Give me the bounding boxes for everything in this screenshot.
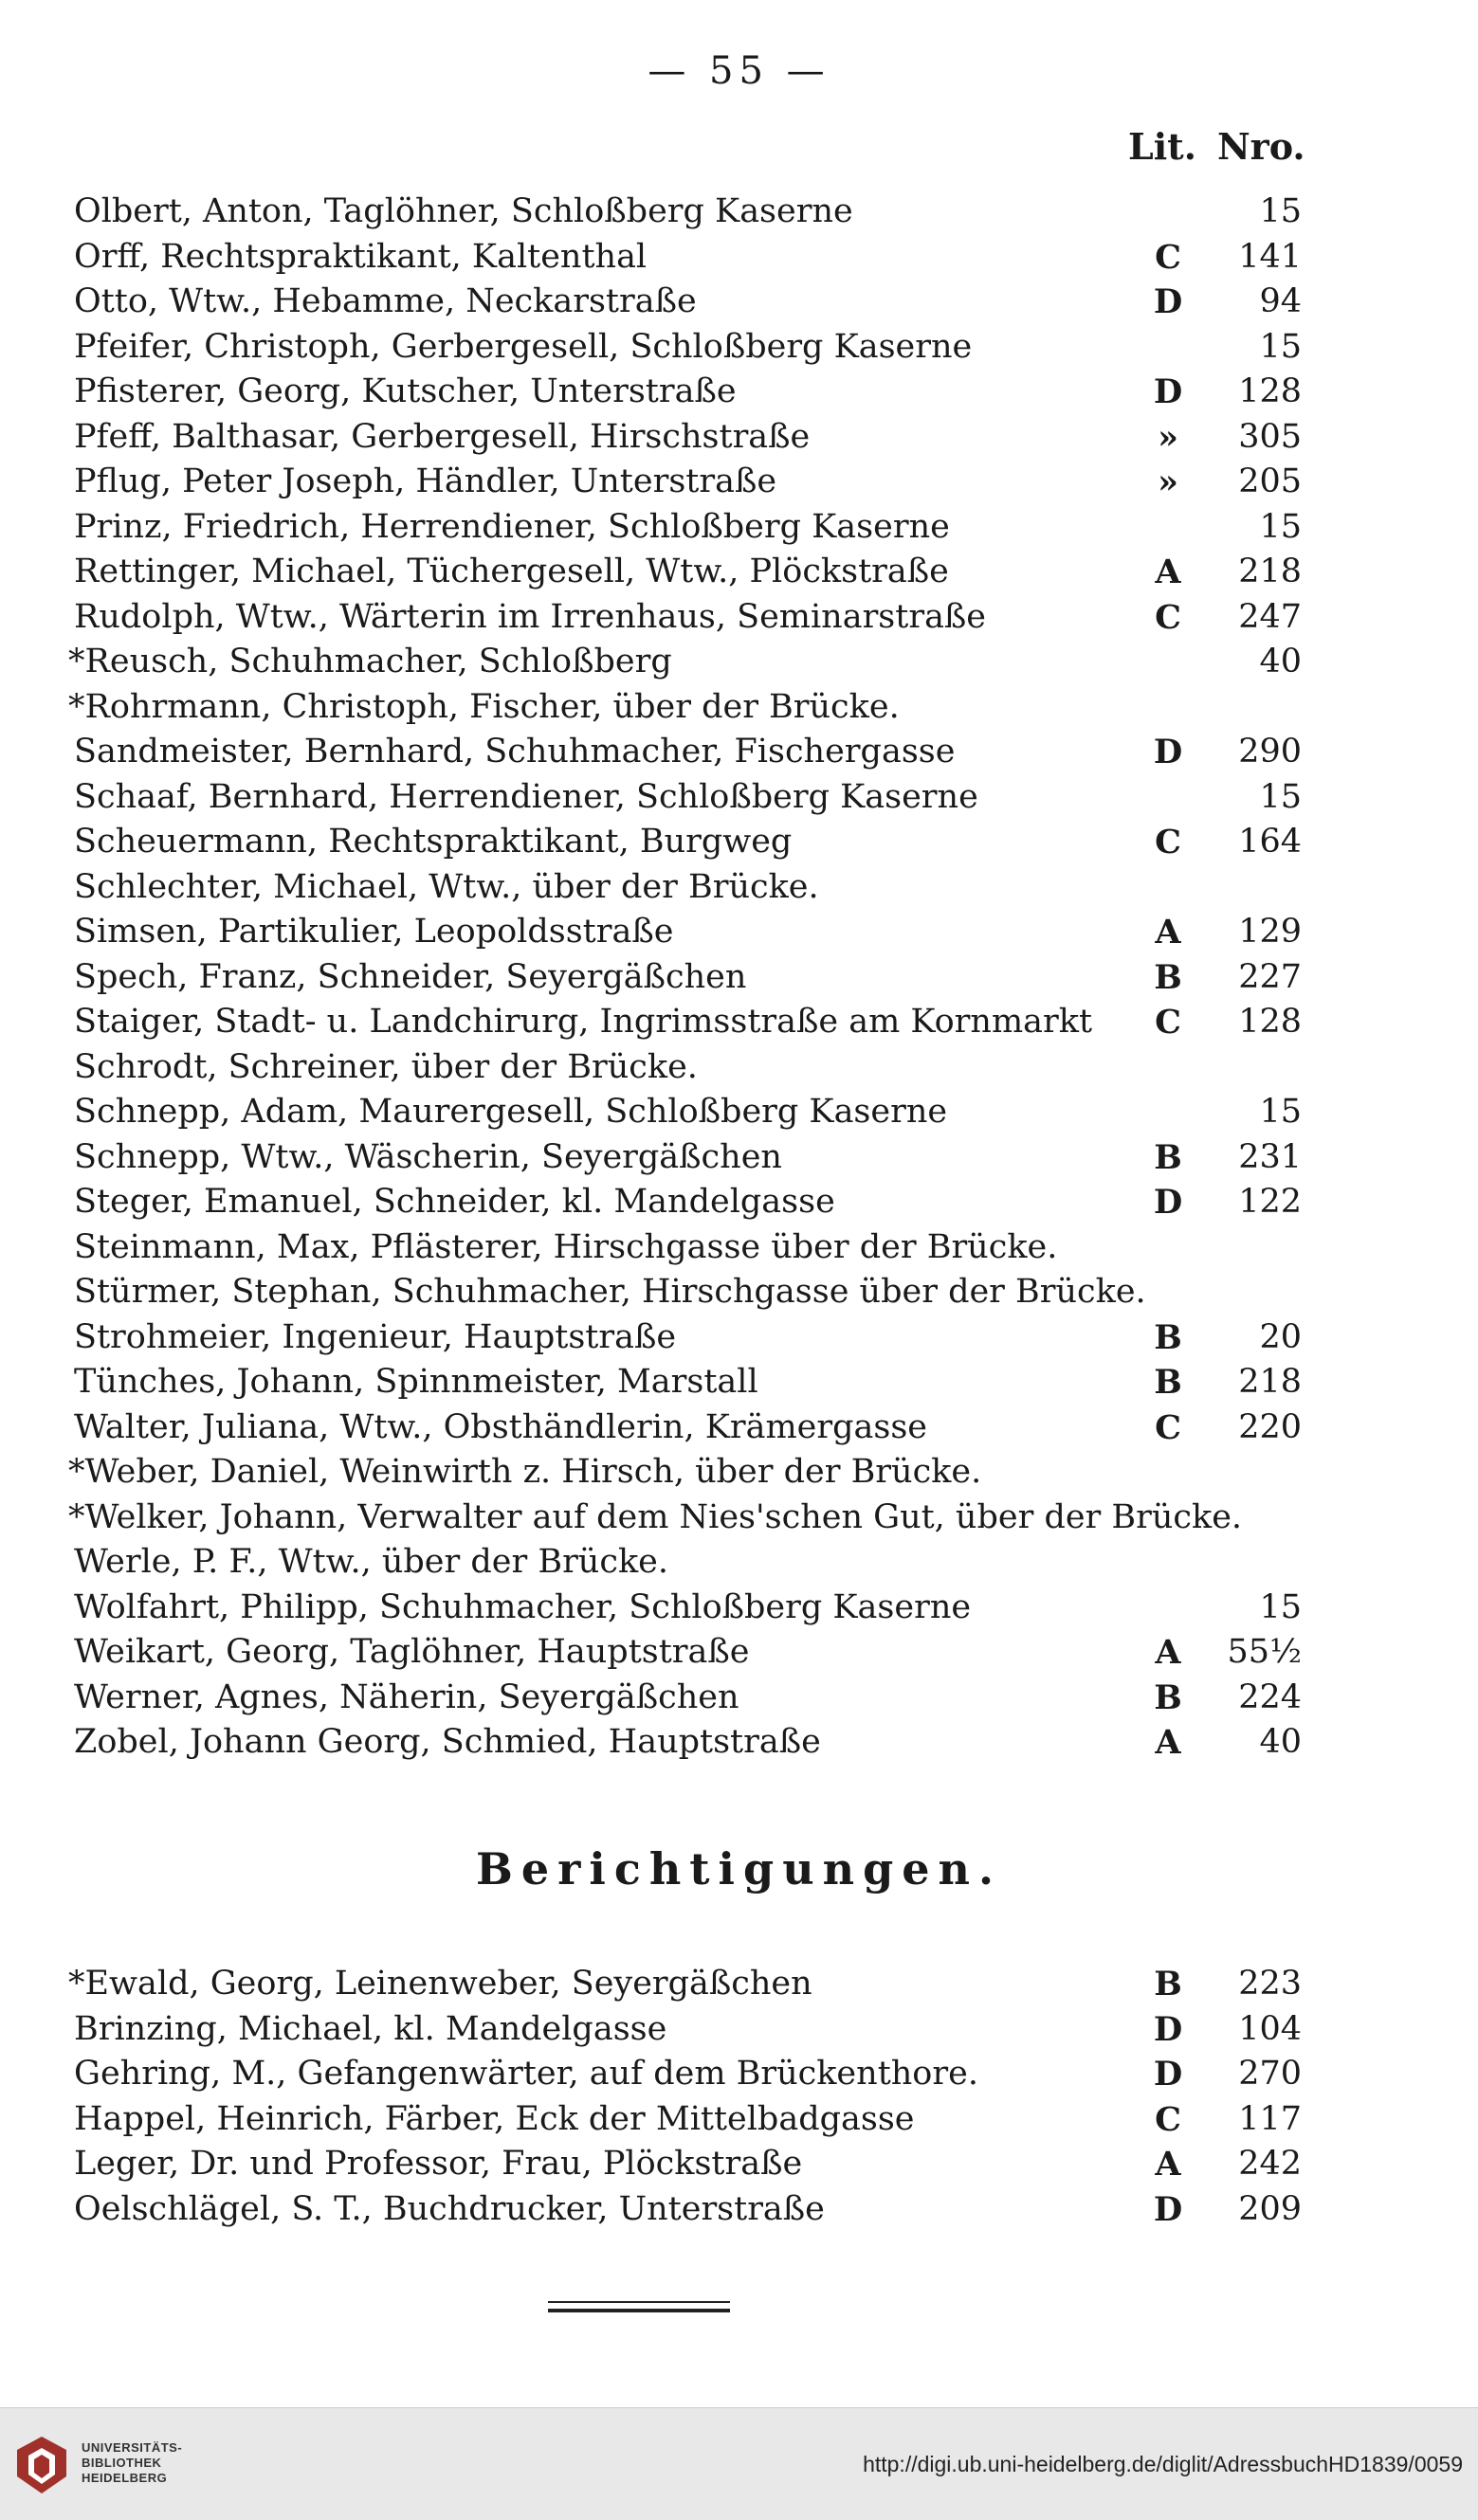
list-item [0,1450,1478,1496]
entry-lit: A [1155,913,1181,952]
entry-lit: A [1155,1723,1181,1762]
entry-name: Sandmeister, Bernhard, Schuhmacher, Fischergasse [74,733,956,771]
entry-nro: 15 [1259,327,1302,366]
entry-nro: 290 [1238,733,1302,771]
entry-nro: 55½ [1227,1633,1302,1671]
entry-name: Weikart, Georg, Taglöhner, Hauptstraße [74,1633,750,1671]
list-item [0,1586,1478,1631]
list-item [0,550,1478,595]
address-list [0,190,1478,1766]
entry-nro: 224 [1238,1677,1302,1716]
entry-name: Gehring, M., Gefangenwärter, auf dem Brückenthore. [74,2055,978,2093]
entry-nro: 122 [1238,1183,1302,1221]
list-item [0,1090,1478,1135]
entry-name: Schaaf, Bernhard, Herrendiener, Schloßberg Kaserne [74,777,978,816]
entry-name: *Weber, Daniel, Weinwirth z. Hirsch, über der Brücke. [68,1453,982,1491]
list-item [0,280,1478,325]
entry-name: Olbert, Anton, Taglöhner, Schloßberg Kaserne [74,192,853,230]
column-headers [1128,125,1305,168]
entry-nro: 128 [1238,372,1302,410]
entry-name: Happel, Heinrich, Färber, Eck der Mittelbadgasse [74,2099,915,2138]
entry-nro: 218 [1238,1363,1302,1401]
entry-name: Otto, Wtw., Hebamme, Neckarstraße [74,282,697,320]
list-item [0,910,1478,955]
entry-name: Pflug, Peter Joseph, Händler, Unterstraße [74,462,777,500]
list-item [0,1676,1478,1721]
entry-lit: B [1154,1317,1182,1357]
entry-nro: 205 [1238,462,1302,500]
entry-lit: B [1154,957,1182,997]
entry-nro: 270 [1238,2055,1302,2093]
entry-name: Steinmann, Max, Pflästerer, Hirschgasse über der Brücke. [74,1227,1058,1266]
entry-nro: 15 [1259,1093,1302,1131]
list-item [0,1540,1478,1586]
entry-lit: A [1155,2145,1181,2184]
entry-lit: D [1153,2055,1183,2094]
list-item [0,1000,1478,1045]
entry-lit: B [1154,1677,1182,1717]
entry-name: Pfeff, Balthasar, Gerbergesell, Hirschstraße [74,417,811,456]
list-item [0,1360,1478,1405]
entry-lit: C [1155,237,1181,277]
entry-nro: 40 [1259,1723,1302,1761]
entry-name: Strohmeier, Ingenieur, Hauptstraße [74,1317,677,1356]
entry-name: Staiger, Stadt- u. Landchirurg, Ingrimsstraße am Kornmarkt [74,1003,1093,1041]
entry-lit: B [1154,1363,1182,1402]
nro-header: Nro. [1216,125,1305,168]
entry-name: Scheuermann, Rechtspraktikant, Burgweg [74,823,793,861]
entry-nro: 242 [1238,2145,1302,2183]
corrections-list [0,1962,1478,2232]
entry-lit: D [1153,282,1183,321]
list-item [0,1405,1478,1451]
list-item [0,730,1478,775]
list-item [0,2052,1478,2097]
entry-name: Oelschlägel, S. T., Buchdrucker, Unterstraße [74,2189,825,2228]
entry-nro: 247 [1238,597,1302,636]
source-url[interactable]: http://digi.ub.uni-heidelberg.de/diglit/AdressbuchHD1839/0059 [863,2452,1463,2476]
list-item [0,1962,1478,2007]
entry-name: Brinzing, Michael, kl. Mandelgasse [74,2009,667,2048]
entry-name: Stürmer, Stephan, Schuhmacher, Hirschgasse über der Brücke. [74,1273,1146,1311]
end-rule-thin [548,2301,730,2303]
entry-name: Leger, Dr. und Professor, Frau, Plöckstraße [74,2145,803,2183]
list-item [0,2142,1478,2187]
list-item [0,1270,1478,1315]
entry-name: Schrodt, Schreiner, über der Brücke. [74,1047,698,1086]
entry-nro: 141 [1238,237,1302,276]
entry-nro: 104 [1238,2009,1302,2048]
entry-lit: D [1153,2009,1183,2049]
entry-name: Orff, Rechtspraktikant, Kaltenthal [74,237,648,276]
list-item [0,505,1478,551]
entry-nro: 20 [1259,1317,1302,1356]
list-item [0,1496,1478,1541]
entry-nro: 128 [1238,1003,1302,1041]
list-item [0,235,1478,281]
entry-lit: B [1154,1965,1182,2003]
entry-lit: C [1155,823,1181,861]
entry-nro: 15 [1259,777,1302,816]
entry-name: *Reusch, Schuhmacher, Schloßberg [68,643,672,680]
entry-nro: 209 [1238,2189,1302,2228]
entry-name: Spech, Franz, Schneider, Seyergäßchen [74,957,747,996]
entry-nro: 15 [1259,507,1302,546]
entry-name: Werle, P. F., Wtw., über der Brücke. [74,1543,668,1581]
entry-lit: D [1153,2189,1183,2229]
entry-lit: D [1153,372,1183,411]
list-item [0,775,1478,821]
entry-name: Rudolph, Wtw., Wärterin im Irrenhaus, Seminarstraße [74,597,987,636]
entry-nro: 94 [1259,282,1302,320]
list-item [0,325,1478,371]
entry-nro: 227 [1238,957,1302,996]
entry-nro: 223 [1238,1965,1302,2003]
entry-nro: 231 [1238,1137,1302,1176]
list-item [0,1720,1478,1766]
entry-lit: C [1155,2099,1181,2139]
entry-lit: » [1158,417,1178,457]
list-item [0,1045,1478,1091]
list-item [0,955,1478,1001]
entry-lit: C [1155,597,1181,637]
entry-nro: 117 [1238,2099,1302,2138]
list-item [0,370,1478,415]
entry-lit: » [1158,462,1178,501]
list-item [0,190,1478,235]
entry-nro: 164 [1238,823,1302,861]
list-item [0,1315,1478,1361]
list-item [0,415,1478,461]
list-item [0,1180,1478,1225]
entry-name: Pfisterer, Georg, Kutscher, Unterstraße [74,372,737,410]
entry-lit: D [1153,733,1183,771]
entry-nro: 218 [1238,553,1302,590]
lit-header: Lit. [1128,125,1196,168]
list-item [0,595,1478,641]
list-item [0,640,1478,685]
list-item [0,865,1478,911]
list-item [0,820,1478,865]
entry-nro: 15 [1259,1587,1302,1626]
entry-name: Schnepp, Wtw., Wäscherin, Seyergäßchen [74,1137,782,1176]
list-item [0,685,1478,731]
library-name: UNIVERSITÄTS- BIBLIOTHEK HEIDELBERG [82,2440,183,2485]
page-number: — 55 — [648,49,830,93]
entry-name: *Ewald, Georg, Leinenweber, Seyergäßchen [68,1965,812,2003]
entry-lit: C [1155,1407,1181,1447]
entry-nro: 15 [1259,192,1302,230]
entry-name: Simsen, Partikulier, Leopoldsstraße [74,913,674,951]
entry-name: *Rohrmann, Christoph, Fischer, über der Brücke. [68,687,900,726]
footer-bar [0,2407,1478,2520]
entry-lit: A [1155,1633,1181,1672]
entry-lit: D [1153,1183,1183,1222]
entry-name: Werner, Agnes, Näherin, Seyergäßchen [74,1677,739,1716]
entry-lit: B [1154,1137,1182,1177]
list-item [0,2097,1478,2143]
entry-name: Zobel, Johann Georg, Schmied, Hauptstraße [74,1723,821,1761]
entry-nro: 129 [1238,913,1302,951]
entry-lit: C [1155,1003,1181,1042]
entry-name: Wolfahrt, Philipp, Schuhmacher, Schloßberg Kaserne [74,1587,972,1626]
entry-name: Steger, Emanuel, Schneider, kl. Mandelgasse [74,1183,835,1221]
list-item [0,460,1478,505]
list-item [0,2007,1478,2053]
library-logo-icon [13,2435,70,2495]
entry-nro: 220 [1238,1407,1302,1446]
end-rule-thick [548,2309,730,2312]
entry-name: Tünches, Johann, Spinnmeister, Marstall [74,1363,758,1401]
entry-name: Prinz, Friedrich, Herrendiener, Schloßberg Kaserne [74,507,950,546]
list-item [0,2187,1478,2233]
list-item [0,1225,1478,1271]
entry-nro: 40 [1259,643,1302,680]
entry-name: Walter, Juliana, Wtw., Obsthändlerin, Krämergasse [74,1407,928,1446]
entry-lit: A [1155,553,1181,591]
entry-name: Pfeifer, Christoph, Gerbergesell, Schloßberg Kaserne [74,327,973,366]
entry-name: Rettinger, Michael, Tüchergesell, Wtw., Plöckstraße [74,553,949,590]
list-item [0,1135,1478,1181]
entry-nro: 305 [1238,417,1302,456]
entry-name: Schnepp, Adam, Maurergesell, Schloßberg Kaserne [74,1093,948,1131]
list-item [0,1630,1478,1676]
entry-name: Schlechter, Michael, Wtw., über der Brücke. [74,867,819,906]
corrections-title: Berichtigungen. [476,1843,1002,1895]
entry-name: *Welker, Johann, Verwalter auf dem Nies'schen Gut, über der Brücke. [68,1497,1243,1536]
